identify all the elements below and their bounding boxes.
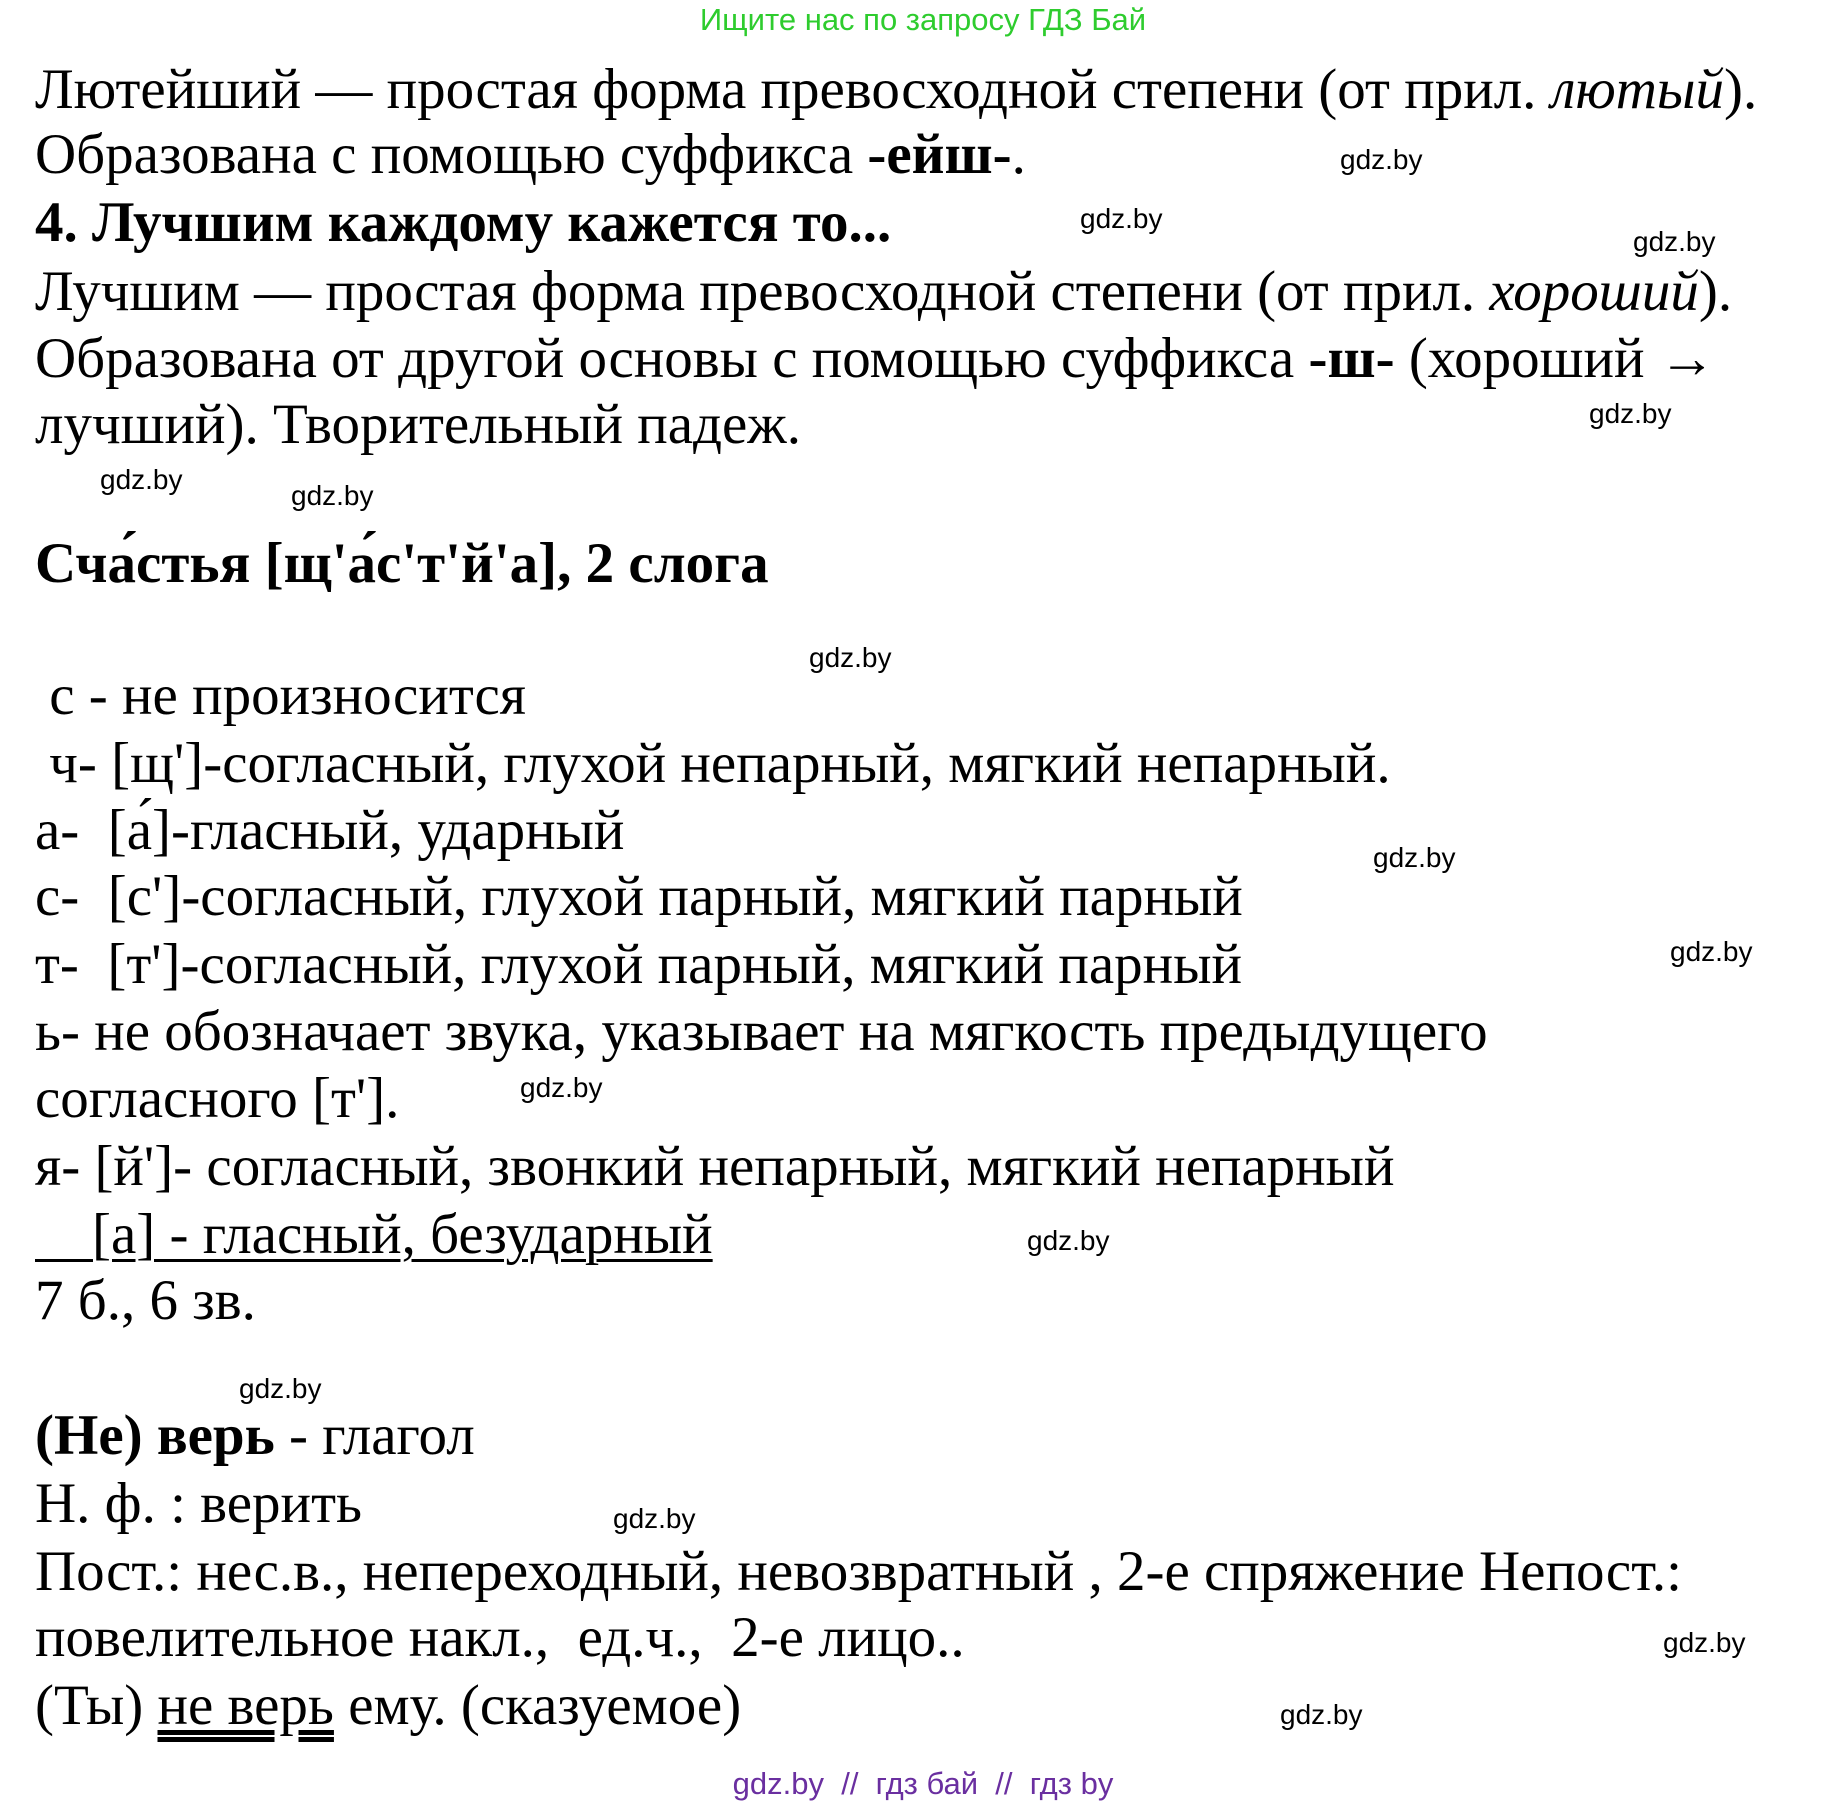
text-line: с - не произносится	[35, 664, 526, 727]
text-line	[35, 123, 1026, 186]
text-line: ч- [щ']-согласный, глухой непарный, мягкий непарный.	[35, 732, 1391, 795]
text-line: ь- не обозначает звука, указывает на мягкость предыдущего	[35, 1000, 1488, 1063]
watermark: gdz.by	[1633, 226, 1716, 257]
watermark: gdz.by	[1663, 1627, 1746, 1658]
watermark: gdz.by	[239, 1373, 322, 1404]
text-line: а- [а́]-гласный, ударный	[35, 799, 625, 862]
bold-suffix: -ш-	[1308, 327, 1395, 390]
italic-word: лютый	[1550, 58, 1724, 121]
text: (Ты)	[35, 1674, 158, 1737]
text: - глагол	[274, 1404, 475, 1467]
text-line: с- [с']-согласный, глухой парный, мягкий парный	[35, 865, 1243, 928]
bold-suffix: -ейш-	[867, 123, 1012, 186]
text: Образована от другой основы с помощью суффикса	[35, 327, 1309, 390]
italic-word: хороший	[1489, 260, 1699, 323]
text-line	[35, 1404, 475, 1467]
watermark: gdz.by	[1027, 1225, 1110, 1256]
text: Лучшим — простая форма превосходной степени (от прил.	[35, 260, 1490, 323]
text-line	[35, 327, 1716, 390]
sound-count: 7 б., 6 зв.	[35, 1269, 256, 1332]
watermark: gdz.by	[1340, 144, 1423, 175]
text: ).	[1698, 260, 1733, 323]
text-line: согласного [т'].	[35, 1067, 400, 1130]
watermark: gdz.by	[613, 1503, 696, 1534]
text-line	[35, 1674, 742, 1737]
section-heading: 4. Лучшим каждому кажется то...	[35, 191, 892, 254]
text-line-underlined: [а] - гласный, безударный	[35, 1203, 713, 1266]
predicate-underlined: не верь	[157, 1674, 334, 1737]
search-hint-banner: Ищите нас по запросу ГДЗ Бай	[699, 2, 1147, 37]
watermark: gdz.by	[1373, 842, 1456, 873]
text: Образована с помощью суффикса	[35, 123, 868, 186]
text: Лютейший — простая форма превосходной степени (от прил.	[35, 58, 1551, 121]
watermark: gdz.by	[1080, 203, 1163, 234]
text-line: повелительное накл., ед.ч., 2-е лицо..	[35, 1606, 965, 1669]
text: .	[1011, 123, 1026, 186]
text-line: Пост.: нес.в., непереходный, невозвратный , 2-е спряжение Непост.:	[35, 1540, 1682, 1603]
text-line: лучший). Творительный падеж.	[35, 393, 801, 456]
text: ему. (сказуемое)	[333, 1674, 742, 1737]
watermark: gdz.by	[100, 464, 183, 495]
text: (хороший →	[1394, 327, 1716, 390]
watermark: gdz.by	[809, 642, 892, 673]
watermark: gdz.by	[1280, 1699, 1363, 1730]
watermark: gdz.by	[1670, 936, 1753, 967]
text-line	[35, 58, 1758, 121]
phonetic-heading: Сча́стья [щ'а́с'т'й'а], 2 слога	[35, 532, 769, 595]
text-line: я- [й']- согласный, звонкий непарный, мягкий непарный	[35, 1135, 1395, 1198]
watermark: gdz.by	[520, 1072, 603, 1103]
text: ).	[1723, 58, 1758, 121]
bold-word: (Не) верь	[35, 1404, 275, 1467]
watermark: gdz.by	[291, 480, 374, 511]
text-line: Н. ф. : верить	[35, 1472, 362, 1535]
footer-links: gdz.by // гдз бай // гдз by	[732, 1766, 1114, 1801]
text-line	[35, 260, 1733, 323]
watermark: gdz.by	[1589, 398, 1672, 429]
text-line: т- [т']-согласный, глухой парный, мягкий парный	[35, 933, 1242, 996]
